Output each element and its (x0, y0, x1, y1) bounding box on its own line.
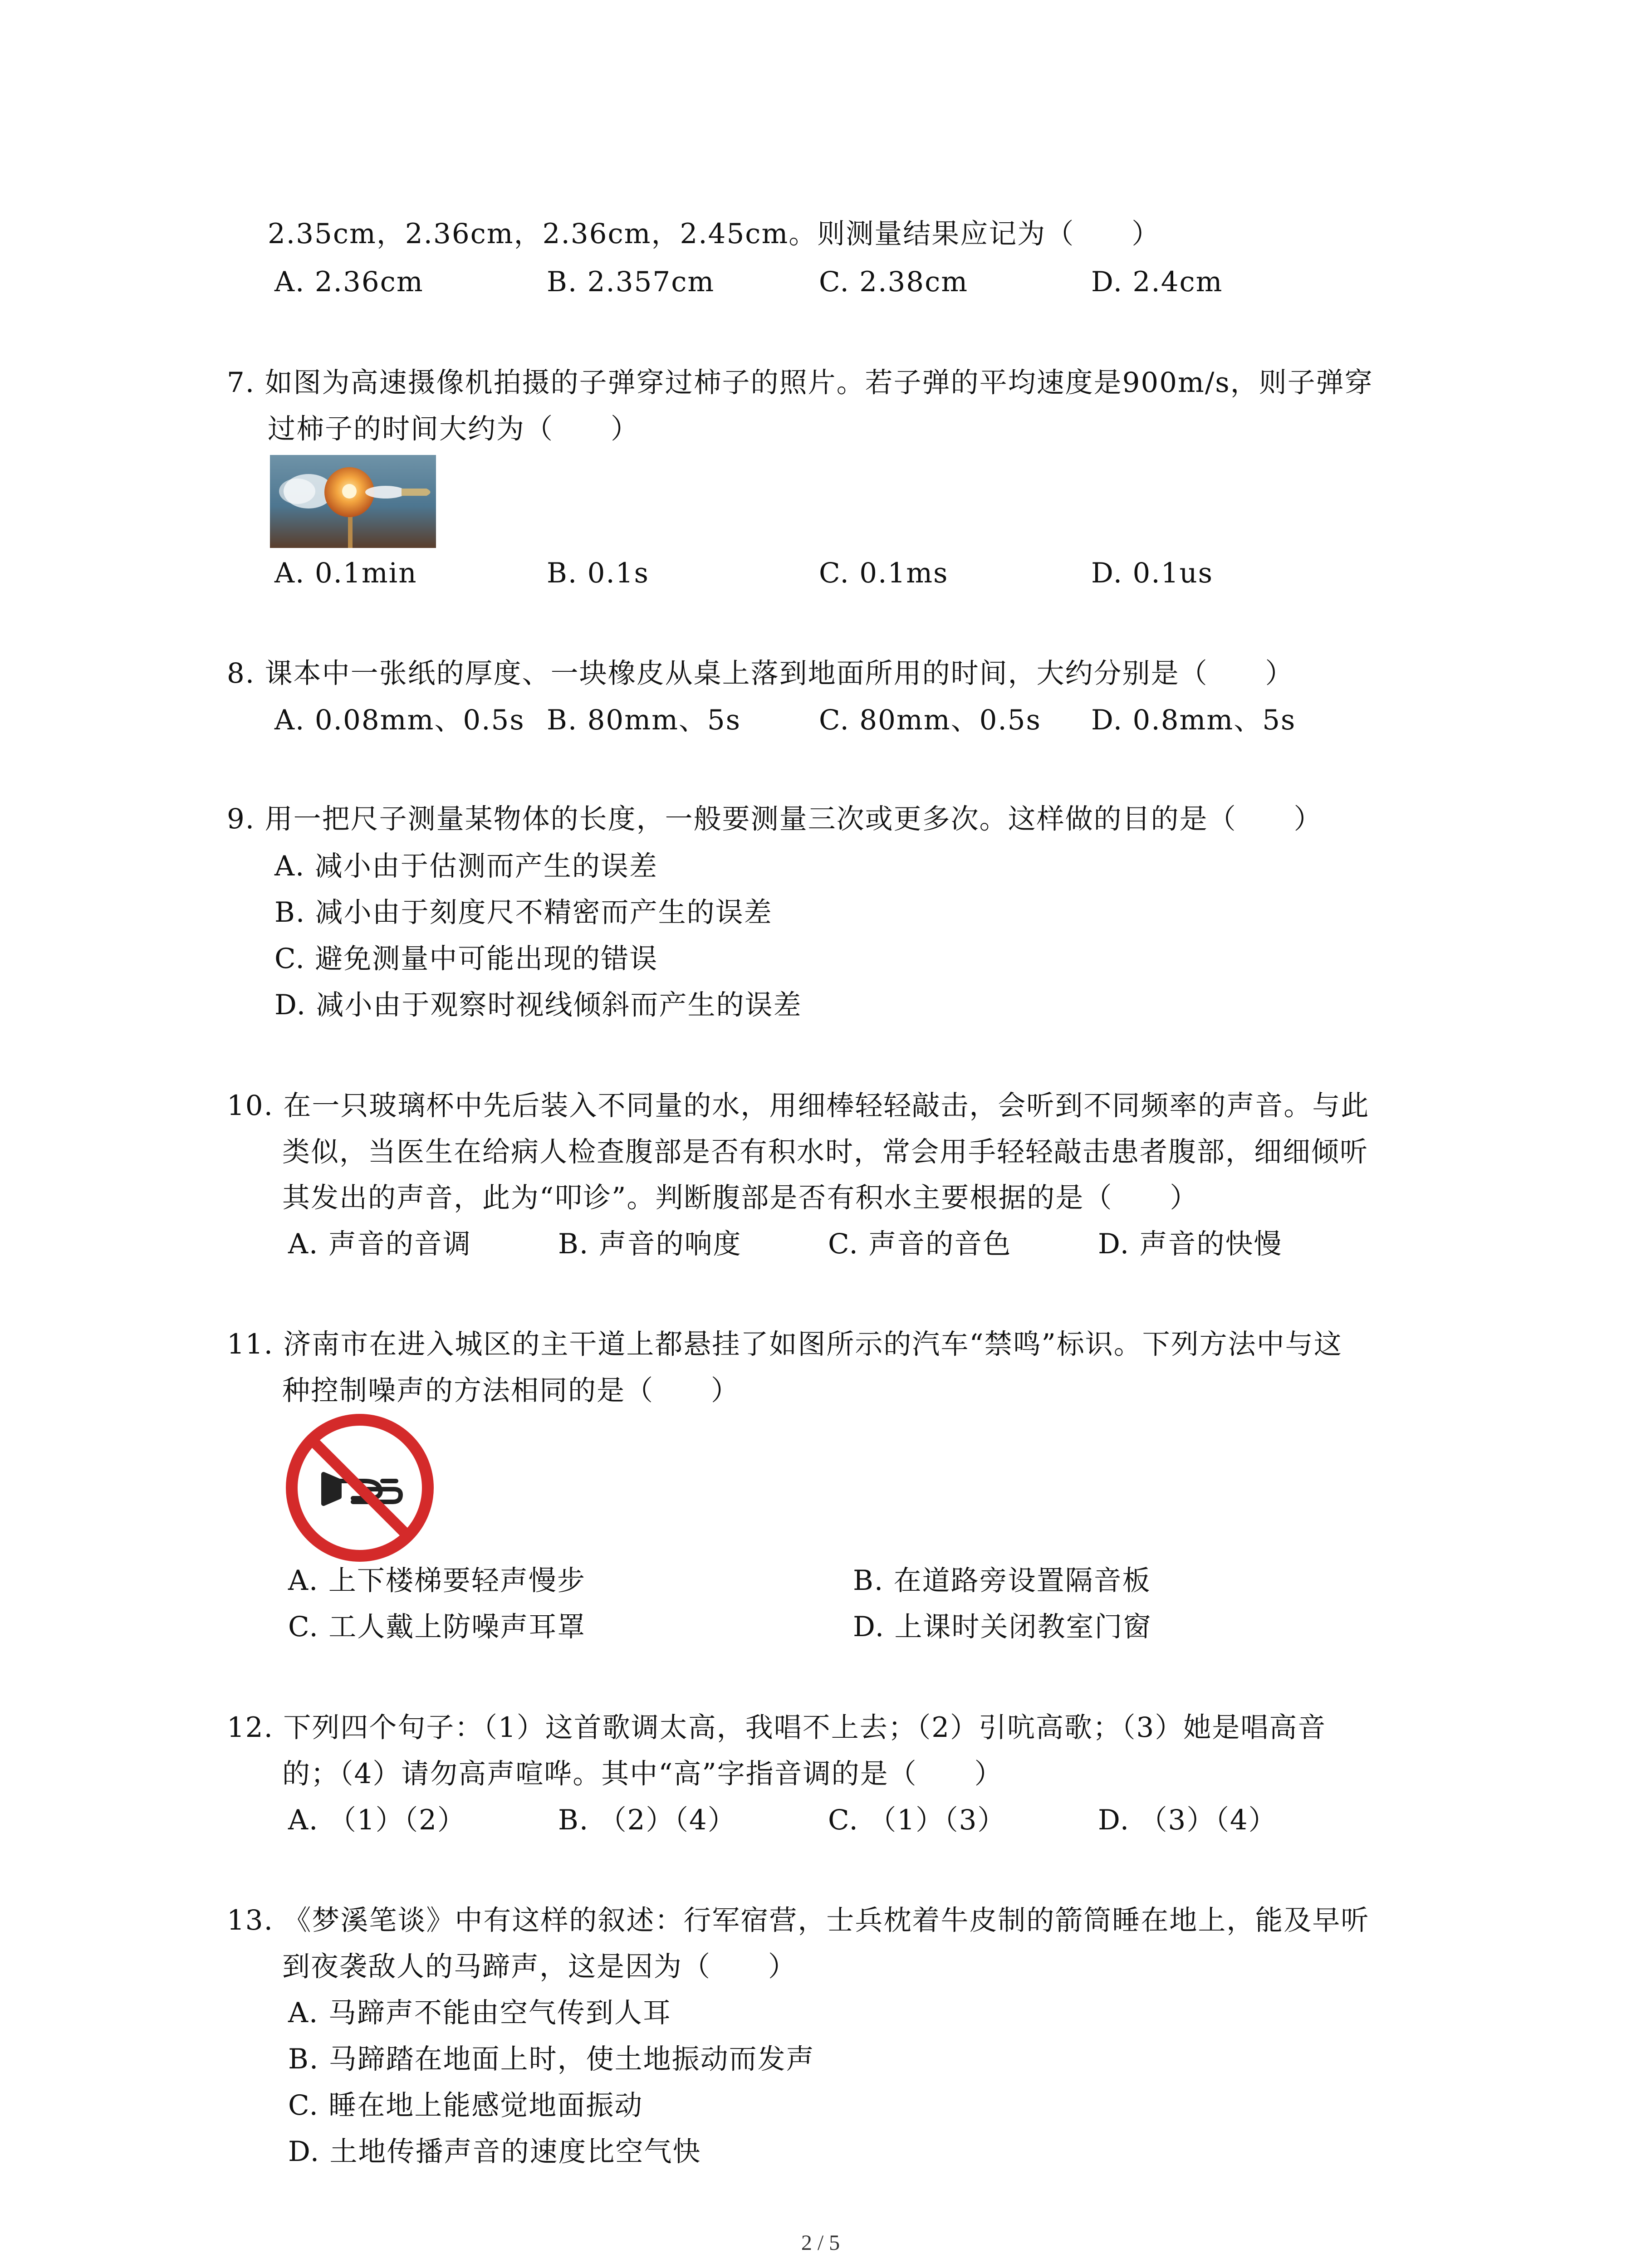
q11-option-b: B. 在道路旁设置隔音板 (853, 1564, 1151, 1597)
q12-option-a: A. （1）（2） (288, 1804, 466, 1836)
q9-option-b: B. 减小由于刻度尺不精密而产生的误差 (274, 896, 773, 929)
q12-line-2: 的；（4）请勿高声喧哗。其中“高”字指音调的是（ ） (282, 1758, 1003, 1790)
q9-option-d: D. 减小由于观察时视线倾斜而产生的误差 (274, 989, 802, 1021)
q11-option-c: C. 工人戴上防噪声耳罩 (288, 1611, 586, 1643)
q11-option-a: A. 上下楼梯要轻声慢步 (288, 1564, 586, 1597)
q12-option-d: D. （3）（4） (1098, 1804, 1277, 1836)
q8-line-1: 8. 课本中一张纸的厚度、一块橡皮从桌上落到地面所用的时间，大约分别是（ ） (227, 657, 1294, 689)
q7-line-1: 7. 如图为高速摄像机拍摄的子弹穿过柿子的照片。若子弹的平均速度是900m/s，则子弹穿 (227, 367, 1373, 399)
q7-option-d: D. 0.1us (1091, 557, 1214, 589)
q9-option-a: A. 减小由于估测而产生的误差 (274, 850, 658, 882)
q8-option-d: D. 0.8mm、5s (1091, 704, 1296, 736)
page-number: 2 / 5 (801, 2231, 840, 2255)
no-honking-sign-icon (285, 1413, 435, 1563)
q8-option-a: A. 0.08mm、0.5s (274, 704, 525, 736)
q10-line-2: 类似，当医生在给病人检查腹部是否有积水时，常会用手轻轻敲击患者腹部，细细倾听 (282, 1136, 1369, 1168)
q6-line-1: 2.35cm，2.36cm，2.36cm，2.45cm。则测量结果应记为（ ） (268, 218, 1161, 250)
q13-line-2: 到夜袭敌人的马蹄声，这是因为（ ） (282, 1950, 797, 1983)
q13-option-c: C. 睡在地上能感觉地面振动 (288, 2089, 643, 2121)
q6-option-c: C. 2.38cm (819, 266, 969, 298)
q9-line-1: 9. 用一把尺子测量某物体的长度，一般要测量三次或更多次。这样做的目的是（ ） (227, 803, 1323, 835)
q12-option-b: B. （2）（4） (558, 1804, 736, 1836)
q7-option-c: C. 0.1ms (819, 557, 949, 589)
bullet-through-persimmon-photo (270, 455, 436, 548)
q12-option-c: C. （1）（3） (828, 1804, 1006, 1836)
q7-option-a: A. 0.1min (274, 557, 417, 589)
q13-option-a: A. 马蹄声不能由空气传到人耳 (288, 1997, 671, 2029)
q11-line-1: 11. 济南市在进入城区的主干道上都悬挂了如图所示的汽车“禁鸣”标识。下列方法中与这 (227, 1328, 1342, 1360)
q6-option-a: A. 2.36cm (274, 266, 424, 298)
q12-line-1: 12. 下列四个句子：（1）这首歌调太高，我唱不上去；（2）引吭高歌；（3）她是唱高音 (227, 1711, 1327, 1744)
q11-option-d: D. 上课时关闭教室门窗 (853, 1611, 1152, 1643)
q13-option-b: B. 马蹄踏在地面上时，使土地振动而发声 (288, 2043, 815, 2075)
q10-line-3: 其发出的声音，此为“叩诊”。判断腹部是否有积水主要根据的是（ ） (282, 1182, 1199, 1214)
q6-option-d: D. 2.4cm (1091, 266, 1223, 298)
q10-line-1: 10. 在一只玻璃杯中先后装入不同量的水，用细棒轻轻敲击，会听到不同频率的声音。与此 (227, 1090, 1370, 1122)
q13-option-d: D. 土地传播声音的速度比空气快 (288, 2136, 701, 2168)
q10-option-a: A. 声音的音调 (288, 1228, 471, 1260)
q8-option-b: B. 80mm、5s (547, 704, 741, 736)
q9-option-c: C. 避免测量中可能出现的错误 (274, 943, 658, 975)
q10-option-d: D. 声音的快慢 (1098, 1228, 1283, 1260)
q8-option-c: C. 80mm、0.5s (819, 704, 1041, 736)
q10-option-b: B. 声音的响度 (558, 1228, 742, 1260)
q7-option-b: B. 0.1s (547, 557, 649, 589)
q11-line-2: 种控制噪声的方法相同的是（ ） (282, 1374, 740, 1407)
q7-line-2: 过柿子的时间大约为（ ） (268, 413, 640, 445)
q13-line-1: 13. 《梦溪笔谈》中有这样的叙述：行军宿营，士兵枕着牛皮制的箭筒睡在地上，能及早听 (227, 1904, 1370, 1936)
q10-option-c: C. 声音的音色 (828, 1228, 1012, 1260)
q6-option-b: B. 2.357cm (547, 266, 715, 298)
